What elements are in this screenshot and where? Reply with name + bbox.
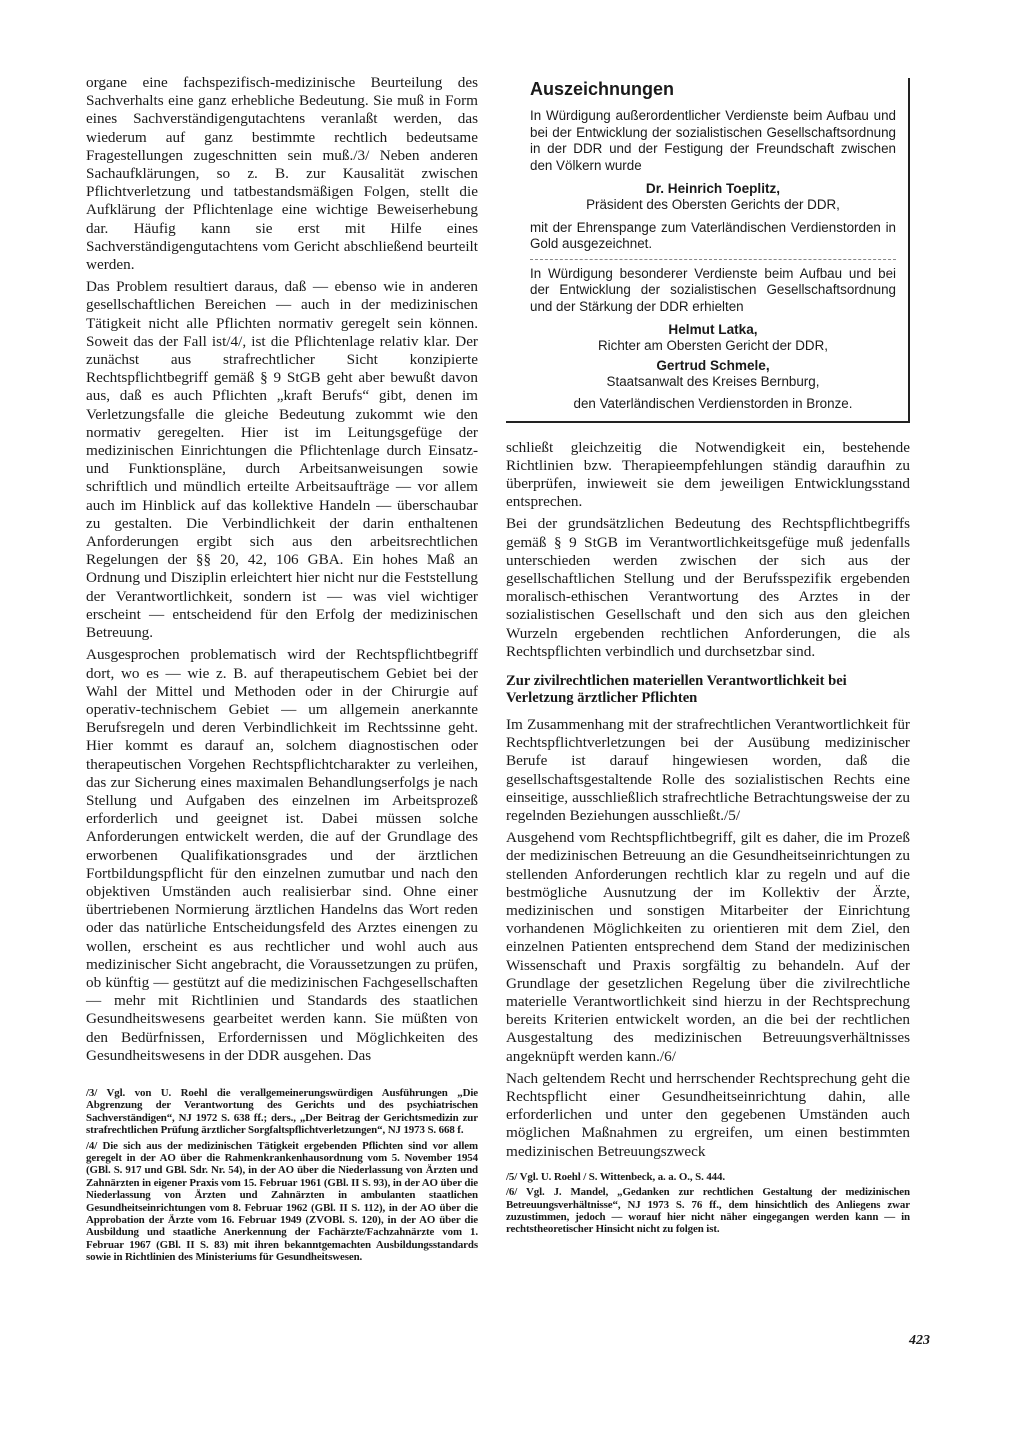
- footnotes-right: [506, 1171, 910, 1236]
- left-column: [86, 74, 478, 1267]
- box-divider: [530, 259, 896, 260]
- awards-box: [506, 78, 910, 423]
- footnote: /5/ Vgl. U. Roehl / S. Wittenbeck, a. a. O., S. 444.: [506, 1170, 725, 1183]
- right-body: [506, 439, 910, 1236]
- body-paragraph: schließt gleichzeitig die Notwendigkeit ein, bestehende Richtlinien bzw. Therapieempfehlungen ständig daraufhin zu überprüfen, inwieweit sie dem jeweiligen Entwicklungsstand entsprechen.: [506, 438, 910, 511]
- award-recipient-name: Dr. Heinrich Toeplitz,: [645, 181, 781, 196]
- body-paragraph: Das Problem resultiert daraus, daß — ebenso wie in anderen gesellschaftlichen Bereichen — auch in der medizinischen Tätigkeit nicht alle Pflichten normativ geregelt sein können. Soweit das der Fall ist/4/, ist die Pflichtenlage relativ klar. Der zunächst aus strafrechtlicher Sicht konzipierte Rechtspflichtbegriff gemäß § 9 StGB geht aber bewußt davon aus, daß es auch Pflichten „kraft Berufs“ gibt, denen im Verletzungsfalle die gleiche Bedeutung zukommt wie den normativ geregelten. Hier ist im Leitungsgefüge der medizinischen Einrichtungen die Pflichtenlage durch Einsatz- und Funktionspläne, durch Arbeitsanweisungen sowie schriftlich und mündlich erteilte Arbeitsaufträge — vor allem auch im Hinblick auf das kollektive Handeln — überschaubar zu gestalten. Die Verbindlichkeit der darin enthaltenen Anforderungen ergibt sich aus den arbeitsrechtlichen Regelungen der §§ 20, 42, 106 GBA. Ein hohes Maß an Ordnung und Disziplin erleichtert hier nicht nur die Feststellung der Verantwortlichkeit, sondern ist — was viel wichtiger erscheint — entscheidend für den Erfolg der medizinischen Betreuung.: [86, 278, 478, 642]
- body-paragraph: Nach geltendem Recht und herrschender Rechtsprechung geht die Rechtspflicht einer Gesundheitseinrichtung dahin, alle erforderlichen und unter den gegebenen Umständen auch möglichen Maßnahmen zu ergreifen, um einen bestimmten medizinischen Betreuungszweck: [506, 1069, 910, 1160]
- award-recipient-role: Richter am Obersten Gericht der DDR,: [598, 338, 828, 353]
- body-paragraph: Ausgehend vom Rechtspflichtbegriff, gilt es daher, die im Prozeß der medizinischen Betreuung an die Gesundheitseinrichtungen zu stellenden Anforderungen rechtlich klar zu regeln und auf die bestmögliche Ausnutzung der im Kollektiv der Ärzte, medizinischen und sonstigen Mitarbeiter der Einrichtung vorhandenen Möglichkeiten zu orientieren mit dem Ziel, den einzelnen Patienten entsprechend dem Stand der medizinischen Wissenschaft und Praxis sorgfältig zu behandeln. Auf der Grundlage der gesetzlichen Regelung über die zivilrechtliche materielle Verantwortlichkeit sind hierzu in der Rechtsprechung bereits Kriterien entwickelt worden, an die bei der rechtlichen Ausgestaltung des medizinischen Betreuungsverhältnisses angeknüpft werden kann./6/: [506, 829, 910, 1065]
- body-paragraph: organe eine fachspezifisch-medizinische Beurteilung des Sachverhalts eine ganz erhebliche Bedeutung. Sie muß in Form eines Sachverständigengutachtens veranlaßt werden, das wiederum auf ganz bestimmte rechtlich bedeutsame Fragestellungen zugeschnitten sein muß./3/ Neben anderen Sachaufklärungen, so z. B. zur Kausalität zwischen Pflichtverletzung und tatbestandsmäßigen Folgen, stellt die Aufklärung der Pflichtenlage eine wichtige Beweiserhebung dar. Häufig kann sie erst mit Hilfe eines Sachverständigengutachtens vom Gericht abschließend beurteilt werden.: [86, 74, 478, 274]
- footnote: /3/ Vgl. von U. Roehl die verallgemeinerungswürdigen Ausführungen „Die Abgrenzung der Verantwortung des Gerichts und des psychiatrischen Sachverständigen“, NJ 1972 S. 638 ff.; ders., „Der Beitrag der Gerichtsmedizin zur strafrechtlichen Prüfung ärztlicher Sorgfaltspflichtverletzungen“, NJ 1973 S. 668 f.: [86, 1086, 478, 1137]
- body-paragraph: Ausgesprochen problematisch wird der Rechtspflichtbegriff dort, wo es — wie z. B. auf therapeutischem Gebiet bei der Wahl der Mittel und Methoden oder in der Chirurgie auf operativ-technischem Gebiet — um allgemein anerkannte Berufsregeln und deren Verbindlichkeit im Rechtssinne geht. Hier kommt es darauf an, solchem diagnostischen oder therapeutischen Vorgehen Rechtspflichtcharakter zu verleihen, das zur Sicherung eines maximalen Behandlungserfolgs je nach Stellung und Aufgaben des einzelnen im Arbeitsprozeß erforderlich und geeignet ist. Dabei müssen solche Anforderungen entwickelt werden, die auf der Grundlage des erworbenen Qualifikationsgrades und der ärztlichen Fortbildungspflicht für den einzelnen zumutbar und nach den objektiven Umständen auch realisierbar sind. Ohne einer übertriebenen Normierung ärztlichen Handelns das Wort reden oder das natürliche Entscheidungsfeld des Arztes einengen zu wollen, erscheint es aus rechtlicher und wohl auch aus medizinischer Sicht angebracht, die Voraussetzungen zu prüfen, ob künftig — gestützt auf die medizinischen Fachgesellschaften — mehr mit Richtlinien und Standards des staatlichen Gesundheitswesens gearbeitet werden kann. Sie müßten von den Bedürfnissen, Erfordernissen und Möglichkeiten des Gesundheitswesens in der DDR ausgehen. Das: [86, 646, 478, 1064]
- footnote: /4/ Die sich aus der medizinischen Tätigkeit ergebenden Pflichten sind vor allem geregelt in der AO über die Rahmenkrankenhausordnung vom 5. November 1954 (GBl. S. 917 und GBl. Sdr. Nr. 54), in der AO über die Niederlassung von Ärzten und Zahnärzten in eigener Praxis vom 15. Februar 1961 (GBl. II S. 93), in der AO über die Niederlassung von Ärzten und Zahnärzten in ambulanten staatlichen Gesundheitseinrichtungen vom 8. Februar 1962 (GBl. II S. 112), in der AO über die Approbation der Ärzte vom 16. Februar 1949 (ZVOBl. S. 120), in der AO über die Ausbildung und staatliche Anerkennung der Fachärzte/Fachzahnärzte vom 1. Februar 1967 (GBl. II S. 83) mit ihren bekanntgemachten Ausbildungsstandards sowie in Richtlinien des Ministeriums für Gesundheitswesen.: [86, 1139, 478, 1264]
- award-recipient-role: Staatsanwalt des Kreises Bernburg,: [606, 373, 820, 389]
- footnote: /6/ Vgl. J. Mandel, „Gedanken zur rechtlichen Gestaltung der medizinischen Betreuungsverhältnisse“, NJ 1973 S. 76 ff., dem hinsichtlich des Anliegens zwar zuzustimmen, jedoch — worauf hier nicht näher eingegangen werden kann — in rechtstheoretischer Hinsicht nicht zu folgen ist.: [506, 1186, 910, 1236]
- award-description: den Vaterländischen Verdienstorden in Bronze.: [573, 396, 853, 411]
- award-recipient-name: Helmut Latka,: [668, 322, 758, 337]
- page-number: 423: [909, 1333, 930, 1348]
- award-description: mit der Ehrenspange zum Vaterländischen Verdienstorden in Gold ausgezeichnet.: [530, 219, 896, 251]
- footnotes-left: [86, 1087, 478, 1264]
- award-intro: In Würdigung besonderer Verdienste beim Aufbau und bei der Entwicklung der sozialistischen Gesellschaftsordnung und der Stärkung der DDR erhielten: [530, 265, 896, 314]
- award-intro: In Würdigung außerordentlicher Verdienste beim Aufbau und bei der Entwicklung der sozialistischen Gesellschaftsordnung in der DDR und der Festigung der Freundschaft zwischen den Völkern wurde: [530, 108, 896, 173]
- right-column: [506, 74, 910, 1239]
- box-title: Auszeichnungen: [530, 79, 675, 99]
- body-paragraph: Im Zusammenhang mit der strafrechtlichen Verantwortlichkeit für Rechtspflichtverletzungen bei der Ausübung medizinischer Berufe ist darauf hingewiesen worden, daß die gesellschaftsgestaltende Rolle des sozialistischen Rechts eine einseitige, ausschließlich strafrechtliche Betrachtungsweise der zu regelnden Beziehungen ausschließt./5/: [506, 715, 910, 824]
- award-recipient-name: Gertrud Schmele,: [656, 357, 770, 373]
- body-paragraph: Bei der grundsätzlichen Bedeutung des Rechtspflichtbegriffs gemäß § 9 StGB im Verantwortlichkeitsgefüge muß jedenfalls unterschieden werden zwischen der sich aus der gesellschaftlichen Stellung und der Berufsspezifik ergebenden moralisch-ethischen Verantwortung des Arztes in der sozialistischen Gesellschaft und den sich aus den gleichen Wurzeln ergebenden rechtlichen Anforderungen, die als Rechtspflichten verbindlich und durchsetzbar sind.: [506, 515, 910, 660]
- award-recipient-role: Präsident des Obersten Gerichts der DDR,: [586, 197, 840, 212]
- section-heading: Zur zivilrechtlichen materiellen Verantwortlichkeit bei Verletzung ärztlicher Pflichten: [506, 672, 847, 707]
